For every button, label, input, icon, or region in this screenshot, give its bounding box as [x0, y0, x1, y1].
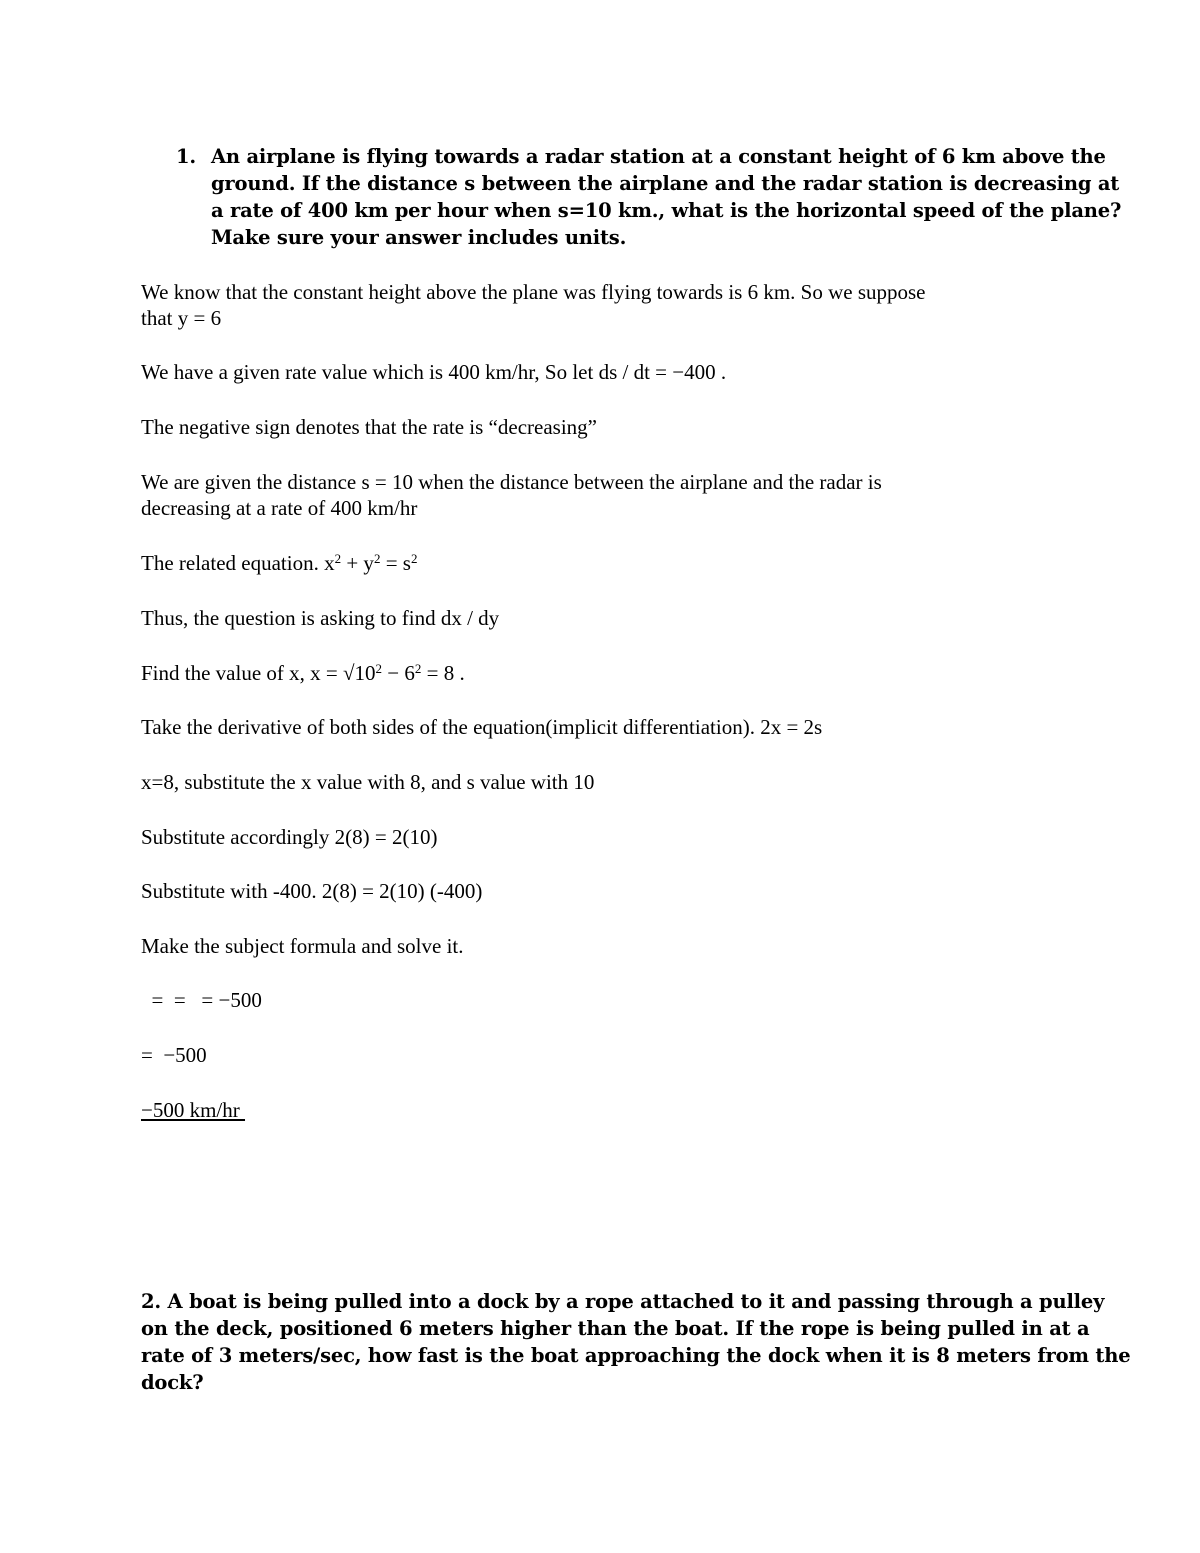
question-1-number: 1. [176, 145, 196, 168]
question-2-line: dock? [141, 1371, 204, 1394]
solution-paragraph: Take the derivative of both sides of the equation(implicit differentiation). 2x = 2s [141, 715, 823, 739]
question-1-line: An airplane is flying towards a radar station at a constant height of 6 km above the [211, 145, 1106, 168]
superscript: 2 [334, 551, 342, 566]
equation-text: Find the value of x, x = √10 [141, 661, 376, 685]
solution-paragraph: Thus, the question is asking to find dx / dy [141, 606, 500, 630]
superscript: 2 [375, 661, 383, 676]
equation-text: The related equation. x [141, 551, 335, 575]
question-1-line: a rate of 400 km per hour when s=10 km., what is the horizontal speed of the plane? [211, 199, 1122, 222]
solution-paragraph: The negative sign denotes that the rate is “decreasing” [141, 415, 597, 439]
solution-paragraph: We know that the constant height above the plane was flying towards is 6 km. So we suppose [141, 280, 926, 304]
solution-paragraph: We have a given rate value which is 400 km/hr, So let ds / dt = −400 . [141, 360, 727, 384]
question-2-line: on the deck, positioned 6 meters higher than the boat. If the rope is being pulled in at a [141, 1317, 1090, 1340]
solution-paragraph: that y = 6 [141, 306, 222, 330]
superscript: 2 [410, 551, 418, 566]
equation-text: − 6 [382, 661, 415, 685]
final-answer: −500 km/hr [141, 1098, 246, 1122]
solution-paragraph: decreasing at a rate of 400 km/hr [141, 496, 418, 520]
question-1-line: ground. If the distance s between the airplane and the radar station is decreasing at [211, 172, 1120, 195]
equation-text: + y [341, 551, 374, 575]
superscript: 2 [373, 551, 381, 566]
question-2-line: 2. A boat is being pulled into a dock by a rope attached to it and passing through a pulley [141, 1290, 1105, 1313]
question-2-line: rate of 3 meters/sec, how fast is the boat approaching the dock when it is 8 meters from the [141, 1344, 1131, 1367]
equation-text: = 8 . [421, 661, 465, 685]
solution-paragraph: = −500 [141, 1043, 207, 1067]
find-x-equation [141, 660, 465, 686]
solution-paragraph: Substitute with -400. 2(8) = 2(10) (-400) [141, 879, 483, 903]
solution-paragraph: Substitute accordingly 2(8) = 2(10) [141, 825, 438, 849]
solution-paragraph: Make the subject formula and solve it. [141, 934, 464, 958]
solution-paragraph: = = = −500 [141, 988, 262, 1012]
solution-paragraph: x=8, substitute the x value with 8, and s value with 10 [141, 770, 595, 794]
equation-text: = s [380, 551, 411, 575]
related-equation [141, 550, 417, 576]
superscript: 2 [414, 661, 422, 676]
solution-paragraph: We are given the distance s = 10 when the distance between the airplane and the radar is [141, 470, 882, 494]
question-1-line: Make sure your answer includes units. [211, 226, 627, 249]
